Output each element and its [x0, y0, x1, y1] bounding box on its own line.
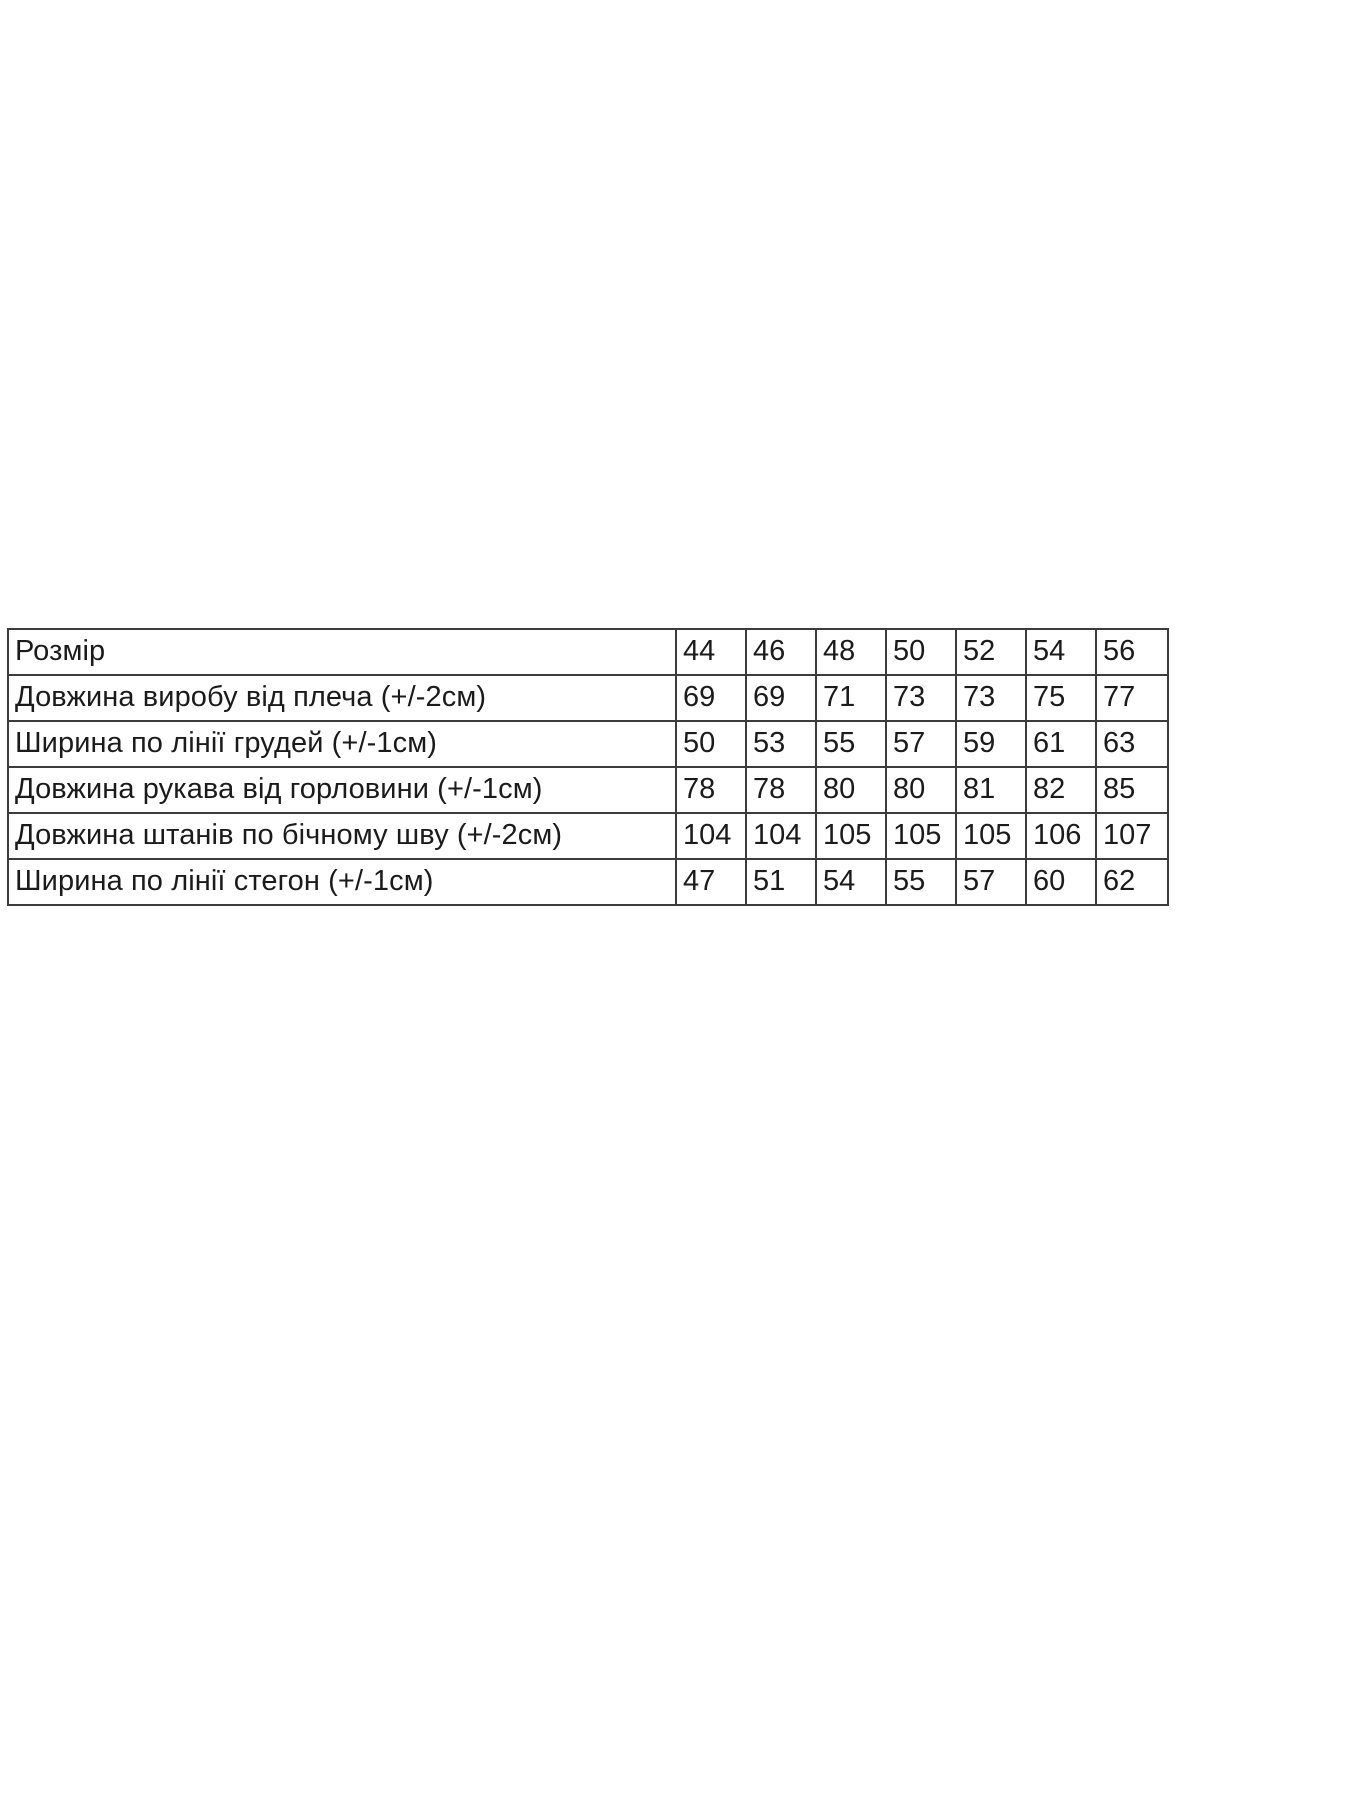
row-value: 51 [747, 860, 817, 904]
row-value: 105 [887, 814, 957, 860]
row-value: 78 [677, 768, 747, 814]
row-value: 105 [817, 814, 887, 860]
row-value: 82 [1027, 768, 1097, 814]
row-value: 85 [1097, 768, 1167, 814]
row-value: 56 [1097, 630, 1167, 676]
row-value: 52 [957, 630, 1027, 676]
row-value: 69 [747, 676, 817, 722]
table-row [9, 722, 1167, 768]
row-label: Довжина штанів по бічному шву (+/-2см) [9, 814, 677, 860]
row-value: 80 [887, 768, 957, 814]
row-value: 62 [1103, 865, 1136, 897]
row-value: 57 [887, 722, 957, 768]
row-value: 59 [957, 722, 1027, 768]
row-label: Розмір [9, 630, 677, 676]
table-row [9, 630, 1167, 676]
row-value: 104 [677, 814, 747, 860]
row-value: 50 [677, 722, 747, 768]
row-value: 105 [957, 814, 1027, 860]
row-label: Ширина по лінії грудей (+/-1см) [9, 722, 677, 768]
row-label: Довжина рукава від горловини (+/-1см) [9, 768, 677, 814]
row-value: 55 [887, 860, 957, 904]
row-value: 55 [817, 722, 887, 768]
table-row [9, 676, 1167, 722]
row-value: 71 [817, 676, 887, 722]
row-value: 75 [1027, 676, 1097, 722]
row-label: Довжина виробу від плеча (+/-2см) [9, 676, 677, 722]
row-value: 44 [677, 630, 747, 676]
row-value: 48 [817, 630, 887, 676]
row-value: 77 [1097, 676, 1167, 722]
row-value: 106 [1027, 814, 1097, 860]
row-value: 80 [817, 768, 887, 814]
table-row [9, 814, 1167, 860]
row-value: 54 [1027, 630, 1097, 676]
row-value: 63 [1097, 722, 1167, 768]
row-value: 60 [1027, 860, 1097, 904]
row-value: 81 [957, 768, 1027, 814]
row-value: 69 [677, 676, 747, 722]
row-label: Ширина по лінії стегон (+/-1см) [9, 860, 677, 904]
table-row [9, 768, 1167, 814]
row-value: 104 [747, 814, 817, 860]
row-value: 78 [747, 768, 817, 814]
row-value: 107 [1097, 814, 1167, 860]
size-chart-table [7, 628, 1169, 906]
row-value: 73 [957, 676, 1027, 722]
size-chart-container [7, 628, 1167, 906]
row-value: 61 [1027, 722, 1097, 768]
row-value: 50 [887, 630, 957, 676]
row-value: 46 [747, 630, 817, 676]
row-value: 53 [747, 722, 817, 768]
table-row [9, 860, 1167, 904]
row-value: 73 [887, 676, 957, 722]
row-value: 47 [677, 860, 747, 904]
row-value: 57 [957, 860, 1027, 904]
row-value: 54 [817, 860, 887, 904]
size-chart-body [9, 630, 1167, 904]
